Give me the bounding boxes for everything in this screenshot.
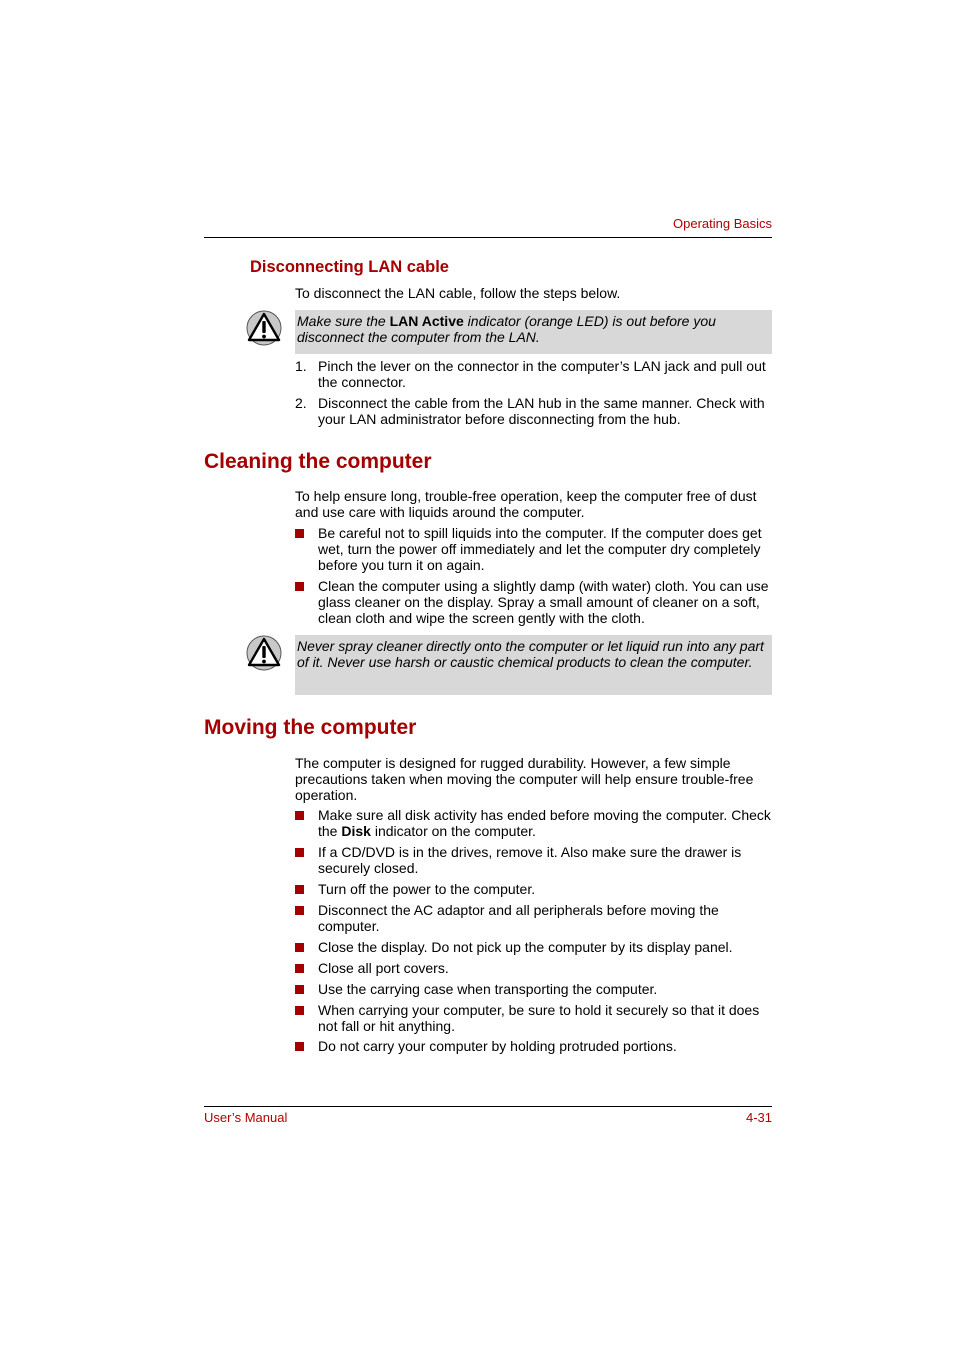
list-item-text: Clean the computer using a slightly damp (with water) cloth. You can use glass cleaner on the display. Spray a small amount of cleaner on a soft, clean cloth and wipe the screen gently with the cloth. xyxy=(318,578,769,626)
bullet-text-post: indicator on the computer. xyxy=(370,823,536,839)
bullet-marker xyxy=(295,902,315,918)
list-item-text xyxy=(318,807,773,839)
note-text-pre: Make sure the xyxy=(297,313,390,329)
list-item-text: Use the carrying case when transporting the computer. xyxy=(318,981,658,997)
bullet-marker xyxy=(295,525,315,541)
note-text-post: indicator (orange LED) is out before you disconnect the computer from the LAN. xyxy=(297,313,716,345)
list-item-text: Close all port covers. xyxy=(318,960,449,976)
footer-rule xyxy=(204,1106,772,1107)
list-item-text: Be careful not to spill liquids into the computer. If the computer does get wet, turn the power off immediately and let the computer dry completely before you turn it on again. xyxy=(318,525,762,573)
footer-page-number: 4-31 xyxy=(745,1110,772,1125)
section-heading-disconnect: Disconnecting LAN cable xyxy=(250,258,449,276)
running-header: Operating Basics xyxy=(673,216,772,231)
note-text-bold: LAN Active xyxy=(389,313,464,329)
list-item-text: If a CD/DVD is in the drives, remove it. Also make sure the drawer is securely closed. xyxy=(318,844,742,876)
list-item-text: Turn off the power to the computer. xyxy=(318,881,536,897)
bullet-marker xyxy=(295,578,315,594)
section-heading-cleaning: Cleaning the computer xyxy=(204,450,432,473)
step-number: 2. xyxy=(295,395,307,411)
list-item-text: Close the display. Do not pick up the computer by its display panel. xyxy=(318,939,733,955)
bullet-marker xyxy=(295,844,315,860)
moving-intro: The computer is designed for rugged durability. However, a few simple precautions taken when moving the computer will help ensure trouble-free operation. xyxy=(295,755,754,803)
bullet-marker xyxy=(295,881,315,897)
disconnect-intro: To disconnect the LAN cable, follow the steps below. xyxy=(295,285,621,301)
bullet-text-pre: Make sure all disk activity has ended before moving the computer. Check the xyxy=(318,807,771,839)
bullet-text-bold: Disk xyxy=(341,823,371,839)
footer-manual-label: User’s Manual xyxy=(204,1110,288,1125)
caution-icon xyxy=(246,310,282,346)
list-item-text: When carrying your computer, be sure to hold it securely so that it does not fall or hit anything. xyxy=(318,1002,760,1034)
bullet-marker xyxy=(295,807,315,823)
bullet-marker xyxy=(295,981,315,997)
cleaning-intro: To help ensure long, trouble-free operation, keep the computer free of dust and use care with liquids around the computer. xyxy=(295,488,757,520)
caution-note-lan xyxy=(295,310,772,354)
step-text: Pinch the lever on the connector in the computer’s LAN jack and pull out the connector. xyxy=(318,358,766,390)
step-text: Disconnect the cable from the LAN hub in the same manner. Check with your LAN administrator before disconnecting from the hub. xyxy=(318,395,765,427)
bullet-marker xyxy=(295,1002,315,1018)
header-rule xyxy=(204,237,772,238)
bullet-marker xyxy=(295,960,315,976)
caution-icon xyxy=(246,635,282,671)
section-heading-moving: Moving the computer xyxy=(204,716,417,739)
step-number: 1. xyxy=(295,358,307,374)
list-item-text: Disconnect the AC adaptor and all peripherals before moving the computer. xyxy=(318,902,719,934)
list-item-text: Do not carry your computer by holding protruded portions. xyxy=(318,1038,677,1054)
bullet-marker xyxy=(295,1038,315,1054)
bullet-marker xyxy=(295,939,315,955)
caution-note-cleaning: Never spray cleaner directly onto the computer or let liquid run into any part of it. Never use harsh or caustic chemical products to clean the computer. xyxy=(295,635,772,695)
